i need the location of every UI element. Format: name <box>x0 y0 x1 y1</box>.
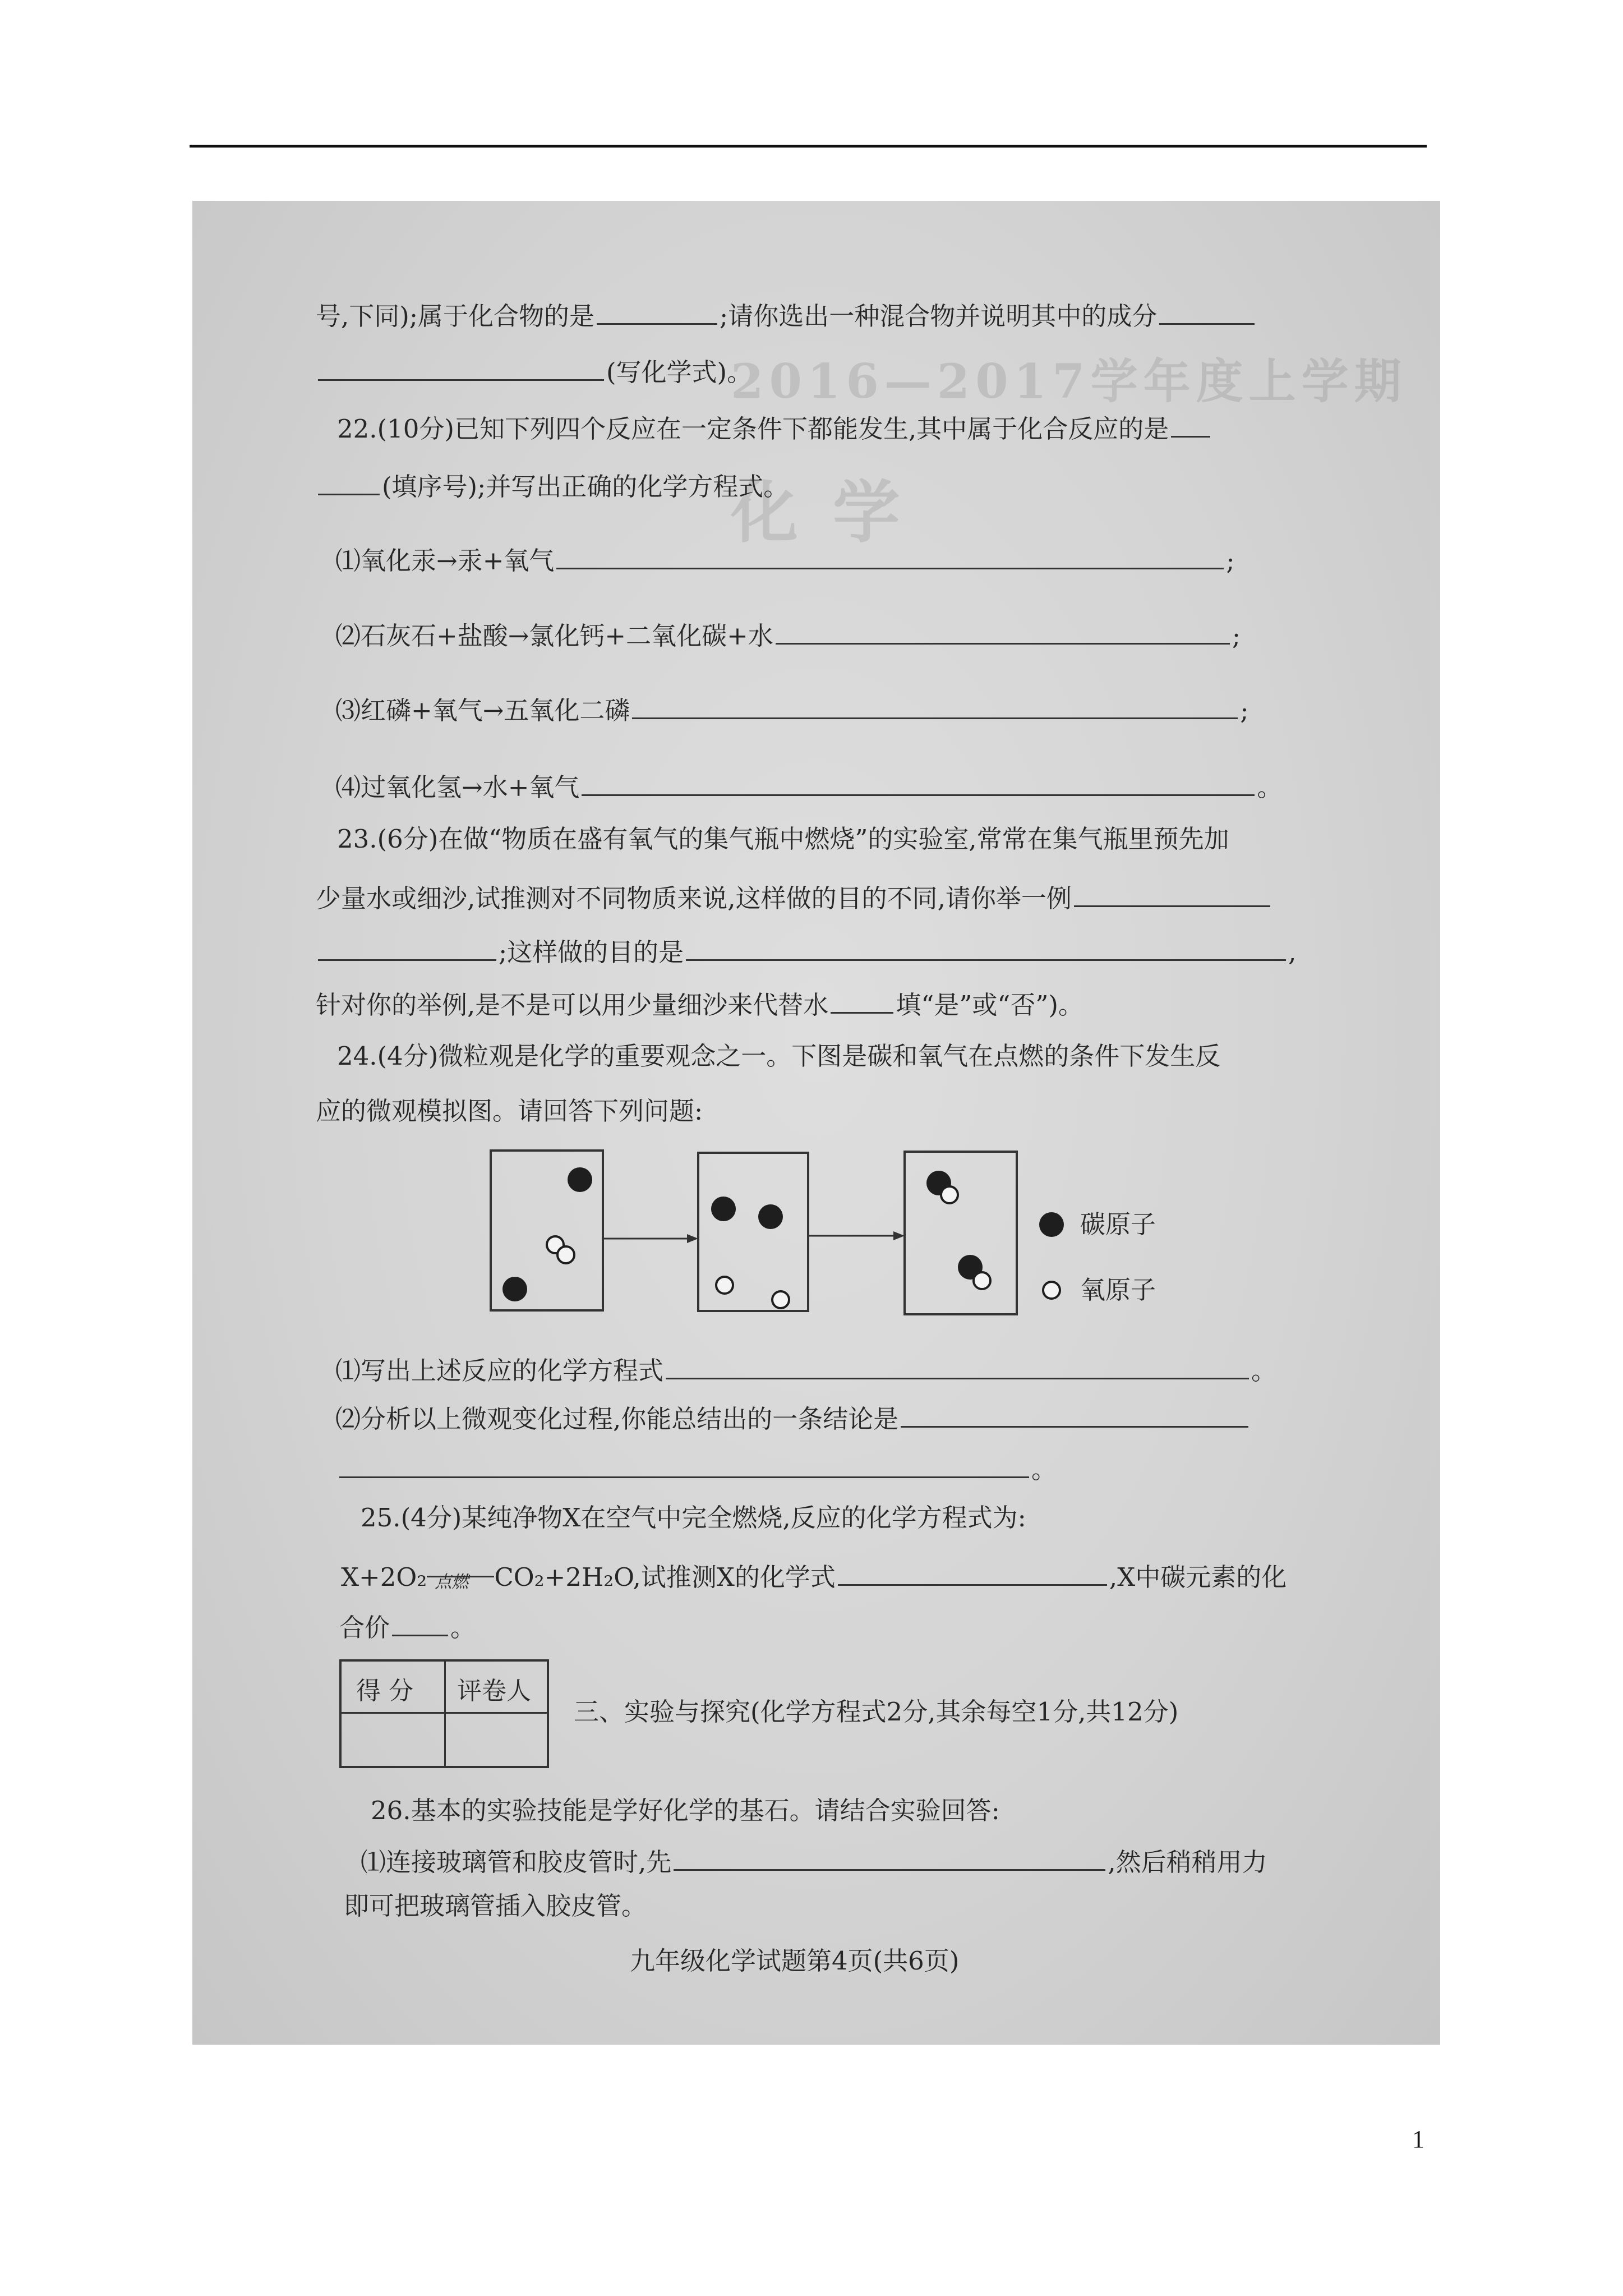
score-label: 得 分 <box>356 1677 413 1705</box>
question-23: 23.(6分)在做“物质在盛有氧气的集气瓶中燃烧”的实验室,常常在集气瓶里预先加 <box>337 824 1229 854</box>
micro-reaction-diagram <box>490 1149 1191 1328</box>
page-number: 1 <box>1412 2125 1424 2153</box>
reaction-2: ⑵石灰石+盐酸→氯化钙+二氧化碳+水 ; <box>335 617 1241 652</box>
question-26: 26.基本的实验技能是学好化学的基石。请结合实验回答: <box>371 1796 1000 1825</box>
reaction-1: ⑴氧化汞→汞+氧气 ; <box>335 542 1235 577</box>
grader-label: 评卷人 <box>457 1677 531 1705</box>
oxygen-atom <box>974 1272 990 1289</box>
question-24-part-2-cont: 。 <box>337 1451 1057 1485</box>
question-26-part-1: ⑴连接玻璃管和胶皮管时,先 ,然后稍稍用力 <box>361 1843 1267 1878</box>
oxygen-atom <box>716 1277 733 1294</box>
top-rule <box>190 145 1427 148</box>
carbon-atom <box>711 1197 736 1221</box>
reaction-3: ⑶红磷+氧气→五氧化二磷 ; <box>335 692 1249 726</box>
carbon-atom <box>758 1204 783 1229</box>
question-25: 25.(4分)某纯净物X在空气中完全燃烧,反应的化学方程式为: <box>361 1503 1026 1533</box>
exam-photo <box>192 201 1440 2045</box>
q21-tail-line-1: 号,下同);属于化合物的是 ;请你选出一种混合物并说明其中的成分 <box>316 297 1257 332</box>
question-26-part-1-cont: 即可把玻璃管插入胶皮管。 <box>344 1891 647 1921</box>
carbon-atom <box>568 1167 592 1192</box>
question-24-part-2: ⑵分析以上微观变化过程,你能总结出的一条结论是 <box>335 1400 1251 1435</box>
legend-oxygen-atom <box>1043 1282 1060 1299</box>
question-24-line-2: 应的微观模拟图。请回答下列问题: <box>316 1096 703 1126</box>
question-22-cont: (填序号);并写出正确的化学方程式。 <box>316 468 789 503</box>
question-25-line-3: 合价 。 <box>339 1609 476 1644</box>
show-through-text: 化 学 <box>731 473 906 552</box>
question-23-line-4: 针对你的举例,是不是可以用少量细沙来代替水 填“是”或“否”)。 <box>316 986 1083 1021</box>
oxygen-atom <box>557 1246 574 1263</box>
question-23-line-3: ;这样做的目的是 , <box>316 933 1296 968</box>
score-box <box>339 1659 549 1768</box>
question-25-equation: X+2O₂ 点燃 CO₂+2H₂O,试推测X的化学式 ,X中碳元素的化 <box>341 1558 1287 1593</box>
show-through-text: 2016—2017学年度上学期 <box>731 353 1407 409</box>
question-22: 22.(10分)已知下列四个反应在一定条件下都能发生,其中属于化合反应的是 <box>337 410 1212 445</box>
oxygen-atom <box>772 1291 789 1308</box>
q21-tail-line-2: (写化学式)。 <box>316 353 752 388</box>
carbon-atom <box>502 1277 527 1301</box>
legend-carbon-label: 碳原子 <box>1080 1209 1156 1239</box>
diagram-box-products <box>905 1152 1017 1314</box>
question-24: 24.(4分)微粒观是化学的重要观念之一。下图是碳和氧气在点燃的条件下发生反 <box>337 1041 1221 1071</box>
page-footer: 九年级化学试题第4页(共6页) <box>630 1946 960 1976</box>
oxygen-atom <box>941 1186 958 1203</box>
question-24-part-1: ⑴写出上述反应的化学方程式 。 <box>335 1352 1276 1387</box>
section-3-heading: 三、实验与探究(化学方程式2分,其余每空1分,共12分) <box>574 1697 1179 1727</box>
legend-oxygen-label: 氧原子 <box>1080 1275 1156 1305</box>
question-23-line-2: 少量水或细沙,试推测对不同物质来说,这样做的目的不同,请你举一例 <box>316 880 1272 914</box>
legend-carbon-atom <box>1039 1212 1064 1237</box>
diagram-box-intermediate <box>698 1153 808 1311</box>
reaction-4: ⑷过氧化氢→水+氧气 。 <box>335 769 1282 803</box>
